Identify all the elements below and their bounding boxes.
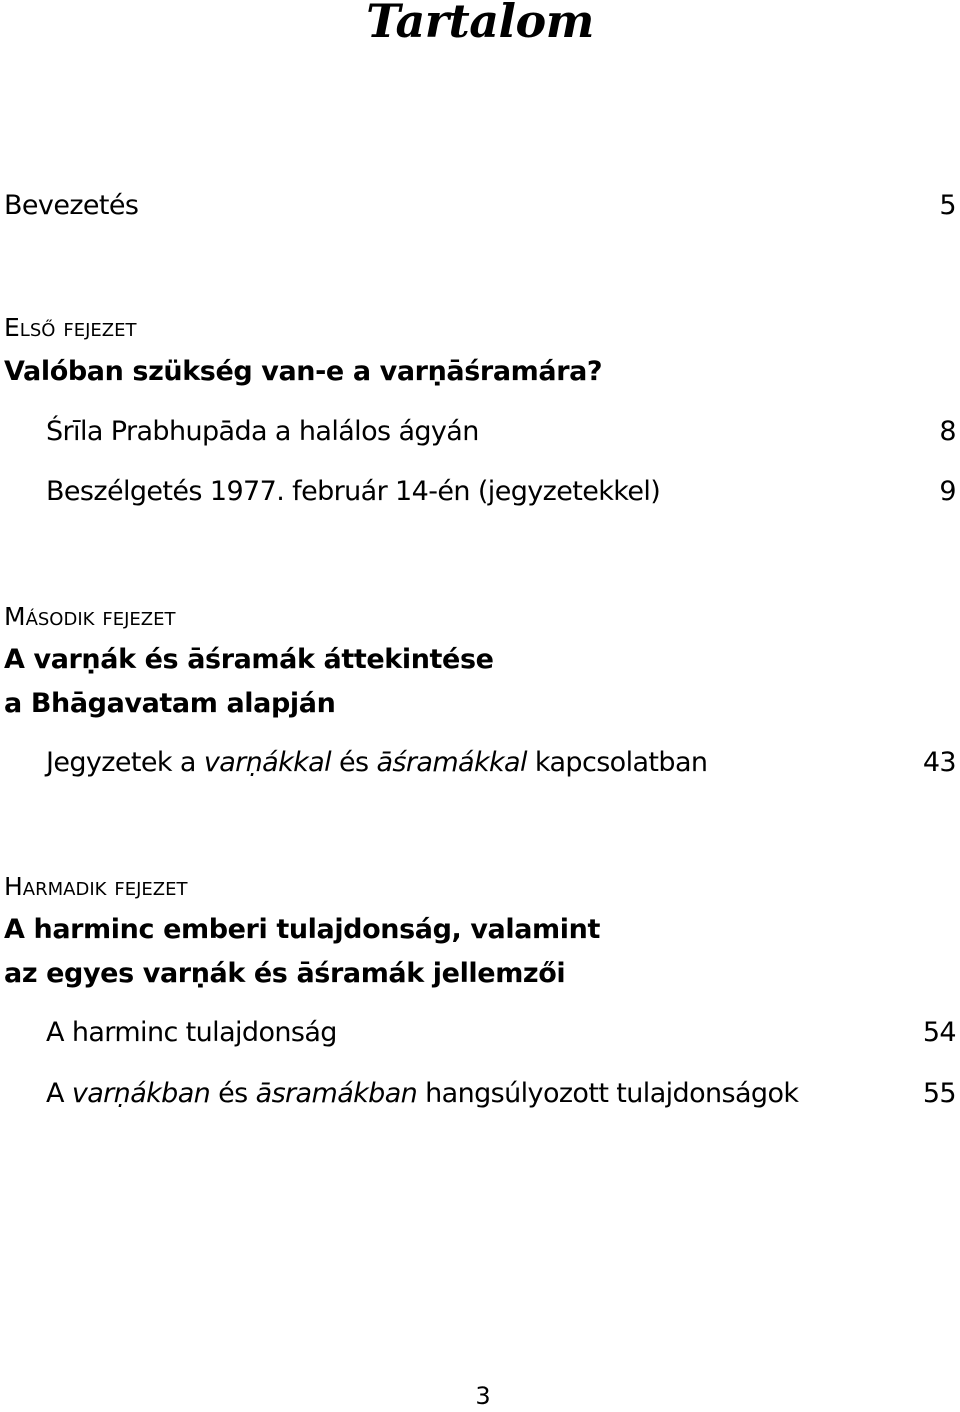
entry-text: Jegyzetek a xyxy=(46,747,204,778)
toc-entry[interactable] xyxy=(46,745,707,781)
page-number-footer: 3 xyxy=(475,1382,491,1410)
toc-entry[interactable]: A harminc tulajdonság xyxy=(46,1017,337,1048)
chapter-label-2: Második fejezet xyxy=(4,602,176,631)
toc-entry[interactable]: Śrīla Prabhupāda a halálos ágyán xyxy=(46,416,479,447)
entry-text: A xyxy=(46,1078,72,1109)
chapter-label-3: Harmadik fejezet xyxy=(4,872,188,901)
toc-page-number: 54 xyxy=(922,1017,956,1048)
entry-text-italic: varṇákkal xyxy=(203,747,332,778)
toc-page-number: 9 xyxy=(939,476,956,507)
toc-entry-intro[interactable]: Bevezetés xyxy=(4,190,139,221)
entry-text: kapcsolatban xyxy=(526,747,708,778)
entry-text: hangsúlyozott tulajdonságok xyxy=(417,1078,799,1109)
toc-page-number: 43 xyxy=(922,747,956,778)
chapter-title-3-line-1[interactable]: A harminc emberi tulajdonság, valamint xyxy=(4,914,600,945)
chapter-title-2-line-1[interactable]: A varṇák és āśramák áttekintése xyxy=(4,644,494,675)
entry-text: és xyxy=(331,747,377,778)
chapter-label-1: Első fejezet xyxy=(4,313,137,342)
entry-text-italic: āśramákkal xyxy=(376,747,527,778)
toc-entry[interactable] xyxy=(46,1076,798,1112)
toc-entry[interactable]: Beszélgetés 1977. február 14-én (jegyzetekkel) xyxy=(46,476,661,507)
toc-page-number: 55 xyxy=(922,1078,956,1109)
chapter-title-3-line-2[interactable]: az egyes varṇák és āśramák jellemzői xyxy=(4,958,566,989)
toc-page-number: 8 xyxy=(939,416,956,447)
chapter-title-1[interactable]: Valóban szükség van-e a varṇāśramára? xyxy=(4,356,603,387)
chapter-title-2-line-2[interactable]: a Bhāgavatam alapján xyxy=(4,688,336,719)
entry-text: és xyxy=(210,1078,256,1109)
toc-page-intro: 5 xyxy=(939,190,956,221)
entry-text-italic: āsramákban xyxy=(255,1078,418,1109)
entry-text-italic: varṇákban xyxy=(71,1078,211,1109)
page-title: Tartalom xyxy=(366,0,594,48)
